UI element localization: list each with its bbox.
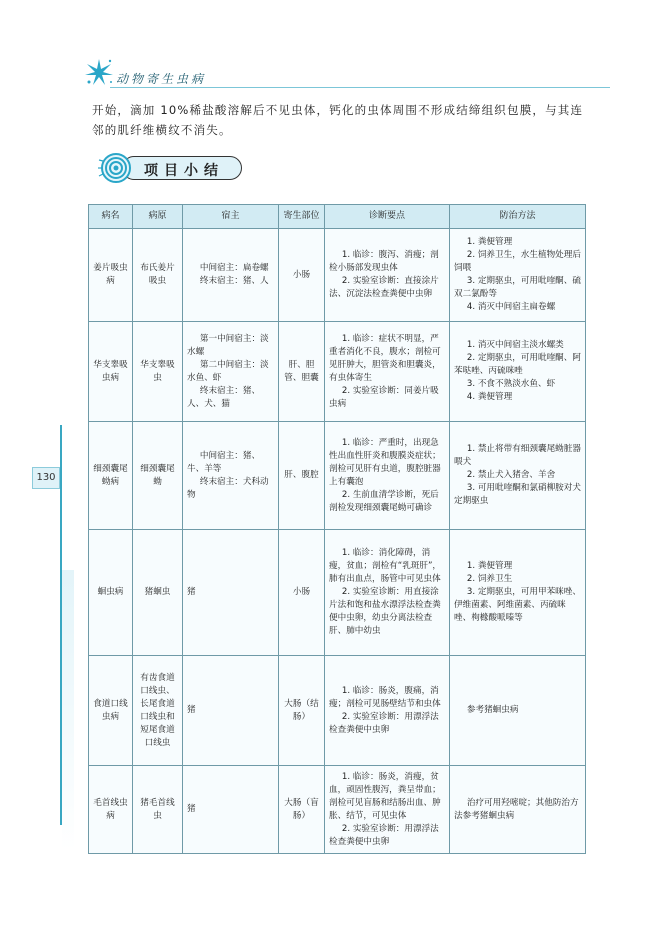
prevention-line: 3. 定期驱虫，可用甲苯咪唑、伊维菌素、阿维菌素、丙硫咪唑、枸橼酸哌嗪等 <box>454 587 581 623</box>
header-name: 病名 <box>89 205 133 229</box>
host-line: 猪 <box>187 804 196 814</box>
diagnosis-line: 1. 临诊：严重时，出现急性出血性肝炎和腹膜炎症状；剖检可见肝有虫道，腹腔脏器上有囊泡 <box>329 437 441 487</box>
pathogen: 细颈囊尾蚴 <box>133 422 183 530</box>
disease-name: 华支睾吸虫病 <box>89 322 133 422</box>
prevention-line: 4. 消灭中间宿主扁卷螺 <box>466 302 556 312</box>
prevention-line: 4. 粪便管理 <box>466 392 513 402</box>
parasitic-site: 大肠（盲肠） <box>279 766 325 854</box>
prevention-cell <box>450 422 586 530</box>
header-rule <box>110 87 610 88</box>
diagnosis-line: 2. 实验室诊断：同姜片吸虫病 <box>329 385 439 409</box>
page-number: 130 <box>32 467 60 489</box>
pathogen: 猪毛首线虫 <box>133 766 183 854</box>
diagnosis-line: 1. 临诊：消化障碍，消瘦，贫血；剖检有“乳斑肝”，肺有出血点，肠管中可见虫体 <box>329 548 442 584</box>
parasitic-site: 小肠 <box>279 229 325 322</box>
header-diagnosis: 诊断要点 <box>325 205 450 229</box>
table-row <box>89 322 586 422</box>
prevention-line: 治疗可用羟嘧啶；其他防治方法参考猪蛔虫病 <box>454 797 579 821</box>
table-row <box>89 530 586 656</box>
disease-name: 细颈囊尾蚴病 <box>89 422 133 530</box>
host-line: 终末宿主：猪、人 <box>199 276 269 286</box>
prevention-line: 3. 不食不熟淡水鱼、虾 <box>466 379 556 389</box>
diagnosis-cell <box>325 530 450 656</box>
prevention-line: 1. 禁止将带有细颈囊尾蚴脏器喂犬 <box>454 444 581 467</box>
parasitic-site: 大肠（结肠） <box>279 656 325 766</box>
prevention-cell <box>450 766 586 854</box>
diagnosis-cell <box>325 322 450 422</box>
diagnosis-line: 2. 生前血清学诊断，死后剖检发现细颈囊尾蚴可确诊 <box>329 489 439 513</box>
prevention-line: 1. 消灭中间宿主淡水螺类 <box>466 340 564 350</box>
parasitic-site: 肝、腹腔 <box>279 422 325 530</box>
prevention-line: 2. 饲养卫生 <box>466 574 513 584</box>
pathogen: 猪蛔虫 <box>133 530 183 656</box>
host-cell <box>183 229 279 322</box>
summary-table <box>88 204 586 854</box>
host-line: 猪 <box>187 587 196 597</box>
section-badge <box>92 152 252 184</box>
section-title: 项目小结 <box>144 163 224 179</box>
table-row <box>89 766 586 854</box>
table-row <box>89 422 586 530</box>
pathogen: 华支睾吸虫 <box>133 322 183 422</box>
host-cell <box>183 766 279 854</box>
host-line: 中间宿主：猪、牛、羊等 <box>187 450 261 474</box>
prevention-cell <box>450 322 586 422</box>
prevention-cell <box>450 229 586 322</box>
header-pathogen: 病原 <box>133 205 183 229</box>
diagnosis-cell <box>325 766 450 854</box>
host-line: 中间宿主：扁卷螺 <box>199 263 269 273</box>
host-line: 第二中间宿主：淡水鱼、虾 <box>187 359 269 383</box>
header-host: 宿主 <box>183 205 279 229</box>
disease-name: 姜片吸虫病 <box>89 229 133 322</box>
host-cell <box>183 530 279 656</box>
prevention-line: 2. 饲养卫生，水生植物处理后饲喂 <box>454 250 581 273</box>
host-line: 第一中间宿主：淡水螺 <box>187 333 269 357</box>
table-row <box>89 656 586 766</box>
host-cell <box>183 422 279 530</box>
intro-paragraph: 开始，滴加 10%稀盐酸溶解后不见虫体，钙化的虫体周围不形成结缔组织包膜，与其连邻的肌纤维横纹不消失。 <box>92 103 584 137</box>
prevention-line: 2. 定期驱虫，可用吡喹酮、阿苯哒唑、丙硫咪唑 <box>454 353 581 376</box>
prevention-cell <box>450 530 586 656</box>
splash-icon <box>84 58 114 86</box>
diagnosis-line: 2. 实验室诊断：直接涂片法、沉淀法检查粪便中虫卵 <box>329 276 439 299</box>
header-prevention: 防治方法 <box>450 205 586 229</box>
diagnosis-cell <box>325 229 450 322</box>
prevention-line: 参考猪蛔虫病 <box>466 705 519 715</box>
diagnosis-line: 1. 临诊：腹泻、消瘦；剖检小肠部发现虫体 <box>329 250 439 273</box>
disease-name: 食道口线虫病 <box>89 656 133 766</box>
prevention-line: 2. 禁止犬入猪舍、羊舍 <box>466 470 556 480</box>
page-header <box>68 58 608 88</box>
table-header-row <box>89 205 586 229</box>
diagnosis-line: 1. 临诊：肠炎，消瘦，贫血，顽固性腹泻，粪呈带血；剖检可见盲肠和结肠出血、肿胀、结节，可见虫体 <box>329 771 441 821</box>
diagnosis-line: 1. 临诊：肠炎，腹痛，消瘦；剖检可见肠壁结节和虫体 <box>329 685 441 709</box>
host-cell <box>183 656 279 766</box>
header-title: 动物寄生虫病 <box>116 72 207 86</box>
diagnosis-line: 1. 临诊：症状不明显，严重者消化不良，腹水；剖检可见肝肿大，胆管炎和胆囊炎，有虫体寄生 <box>329 333 441 383</box>
diagnosis-line: 2. 实验室诊断：用漂浮法检查粪便中虫卵 <box>329 711 439 735</box>
diagnosis-line: 2. 实验室诊断：用直接涂片法和饱和盐水漂浮法检查粪便中虫卵，幼虫分离法检查肝、肺中幼虫 <box>329 587 441 636</box>
host-cell <box>183 322 279 422</box>
pathogen: 布氏姜片吸虫 <box>133 229 183 322</box>
prevention-line: 1. 粪便管理 <box>466 561 513 571</box>
header-site: 寄生部位 <box>279 205 325 229</box>
host-line: 猪 <box>187 705 196 715</box>
diagnosis-line: 2. 实验室诊断：用漂浮法检查粪便中虫卵 <box>329 823 439 847</box>
parasitic-site: 肝、胆管、胆囊 <box>279 322 325 422</box>
prevention-line: 3. 可用吡喹酮和氯硝柳胺对犬定期驱虫 <box>454 483 581 506</box>
side-shade <box>62 570 74 850</box>
prevention-line: 3. 定期驱虫，可用吡喹酮、硫双二氯酚等 <box>454 276 581 299</box>
host-line: 终末宿主：猪、人、犬、猫 <box>187 385 261 409</box>
disease-name: 蛔虫病 <box>89 530 133 656</box>
disease-name: 毛首线虫病 <box>89 766 133 854</box>
diagnosis-cell <box>325 656 450 766</box>
prevention-cell <box>450 656 586 766</box>
diagnosis-cell <box>325 422 450 530</box>
host-line: 终末宿主：犬科动物 <box>187 476 269 500</box>
table-row <box>89 229 586 322</box>
prevention-line: 1. 粪便管理 <box>466 237 513 247</box>
pathogen: 有齿食道口线虫、长尾食道口线虫和短尾食道口线虫 <box>133 656 183 766</box>
target-icon <box>98 152 134 184</box>
parasitic-site: 小肠 <box>279 530 325 656</box>
